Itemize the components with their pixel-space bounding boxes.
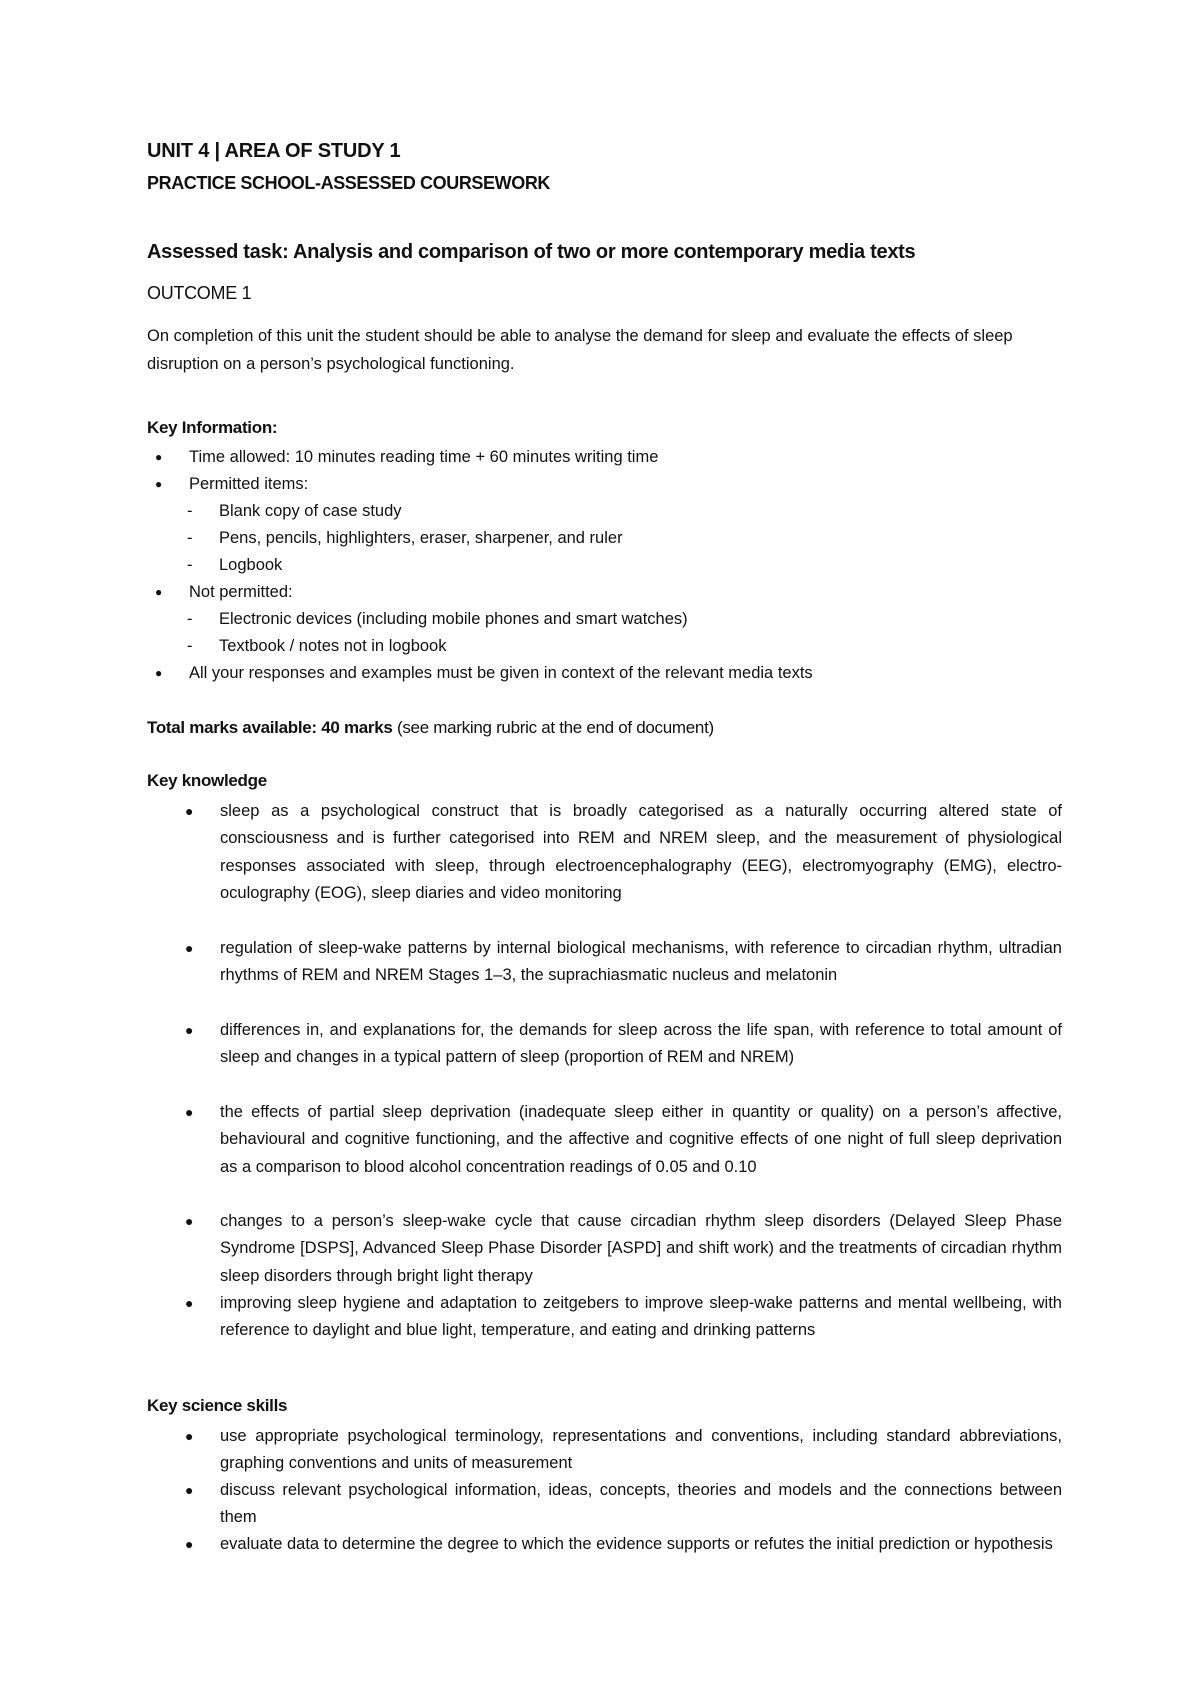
outcome-label: OUTCOME 1 <box>147 283 252 303</box>
bullet-icon: ● <box>155 477 163 491</box>
bullet-icon: ● <box>155 450 163 464</box>
outcome-text: On completion of this unit the student should be able to analyse the demand for sleep and evaluate the effects of sleep disruption on a person’s psychological functioning. <box>147 327 1013 373</box>
sub-list-item: Pens, pencils, highlighters, eraser, sharpener, and ruler <box>219 529 623 547</box>
bullet-icon: ● <box>185 1213 194 1229</box>
unit-title: UNIT 4 | AREA OF STUDY 1 <box>147 140 401 162</box>
list-item: All your responses and examples must be given in context of the relevant media texts <box>189 664 813 682</box>
marking-rubric-note: (see marking rubric at the end of document) <box>396 718 714 737</box>
list-item: Not permitted: <box>189 583 293 601</box>
bullet-icon: ● <box>185 1536 194 1552</box>
document-subtitle: PRACTICE SCHOOL-ASSESSED COURSEWORK <box>147 173 551 193</box>
list-item: Permitted items: <box>189 475 309 493</box>
bullet-icon: ● <box>155 666 163 680</box>
list-item: differences in, and explanations for, the demands for sleep across the life span, with reference to total amount of sleep and changes in a typical pattern of sleep (proportion of REM and NREM) <box>220 1021 1062 1067</box>
sub-list-item: Electronic devices (including mobile phones and smart watches) <box>219 610 688 628</box>
bullet-icon: ● <box>185 803 194 819</box>
list-item: changes to a person’s sleep-wake cycle that cause circadian rhythm sleep disorders (Delayed Sleep Phase Syndrome [DSPS], Advanced Sleep Phase Disorder [ASPD] and shift work) and the treatments of circadian rhythm sleep disorders through bright light therapy <box>220 1212 1062 1285</box>
list-item: evaluate data to determine the degree to which the evidence supports or refutes the initial prediction or hypothesis <box>220 1535 1053 1553</box>
bullet-icon: ● <box>185 1104 194 1120</box>
bullet-icon: ● <box>185 1295 194 1311</box>
list-item: regulation of sleep-wake patterns by internal biological mechanisms, with reference to circadian rhythm, ultradian rhythms of REM and NREM Stages 1–3, the suprachiasmatic nucleus and melatonin <box>220 939 1062 985</box>
bullet-icon: ● <box>185 1428 194 1444</box>
list-item: discuss relevant psychological information, ideas, concepts, theories and models and the connections between them <box>220 1481 1062 1527</box>
bullet-icon: ● <box>185 1482 194 1498</box>
total-marks-value: 40 marks <box>321 718 393 737</box>
dash-icon: - <box>187 502 193 520</box>
dash-icon: - <box>187 610 193 628</box>
key-knowledge-heading: Key knowledge <box>147 771 267 790</box>
total-marks-line <box>147 718 714 738</box>
sub-list-item: Logbook <box>219 556 283 574</box>
list-item: sleep as a psychological construct that is broadly categorised as a naturally occurring altered state of consciousness and is further categorised into REM and NREM sleep, and the measurement of physiological responses associated with sleep, through electroencephalography (EEG), electromyography (EMG), electro-oculography (EOG), sleep diaries and video monitoring <box>220 802 1062 902</box>
bullet-icon: ● <box>155 585 163 599</box>
dash-icon: - <box>187 556 193 574</box>
dash-icon: - <box>187 529 193 547</box>
sub-list-item: Blank copy of case study <box>219 502 402 520</box>
key-science-skills-heading: Key science skills <box>147 1396 288 1415</box>
list-item: the effects of partial sleep deprivation (inadequate sleep either in quantity or quality) on a person’s affective, behavioural and cognitive functioning, and the affective and cognitive effects of one night of full sleep deprivation as a comparison to blood alcohol concentration readings of 0.05 and 0.10 <box>220 1103 1062 1176</box>
dash-icon: - <box>187 637 193 655</box>
list-item: Time allowed: 10 minutes reading time + 60 minutes writing time <box>189 448 659 466</box>
task-title: Assessed task: Analysis and comparison of two or more contemporary media texts <box>147 241 916 263</box>
key-information-heading: Key Information: <box>147 418 278 437</box>
list-item: improving sleep hygiene and adaptation to zeitgebers to improve sleep-wake patterns and mental wellbeing, with reference to daylight and blue light, temperature, and eating and drinking patterns <box>220 1294 1062 1340</box>
sub-list-item: Textbook / notes not in logbook <box>219 637 447 655</box>
bullet-icon: ● <box>185 940 194 956</box>
bullet-icon: ● <box>185 1022 194 1038</box>
list-item: use appropriate psychological terminology, representations and conventions, including standard abbreviations, graphing conventions and units of measurement <box>220 1427 1062 1473</box>
total-marks-label: Total marks available: <box>147 718 317 737</box>
